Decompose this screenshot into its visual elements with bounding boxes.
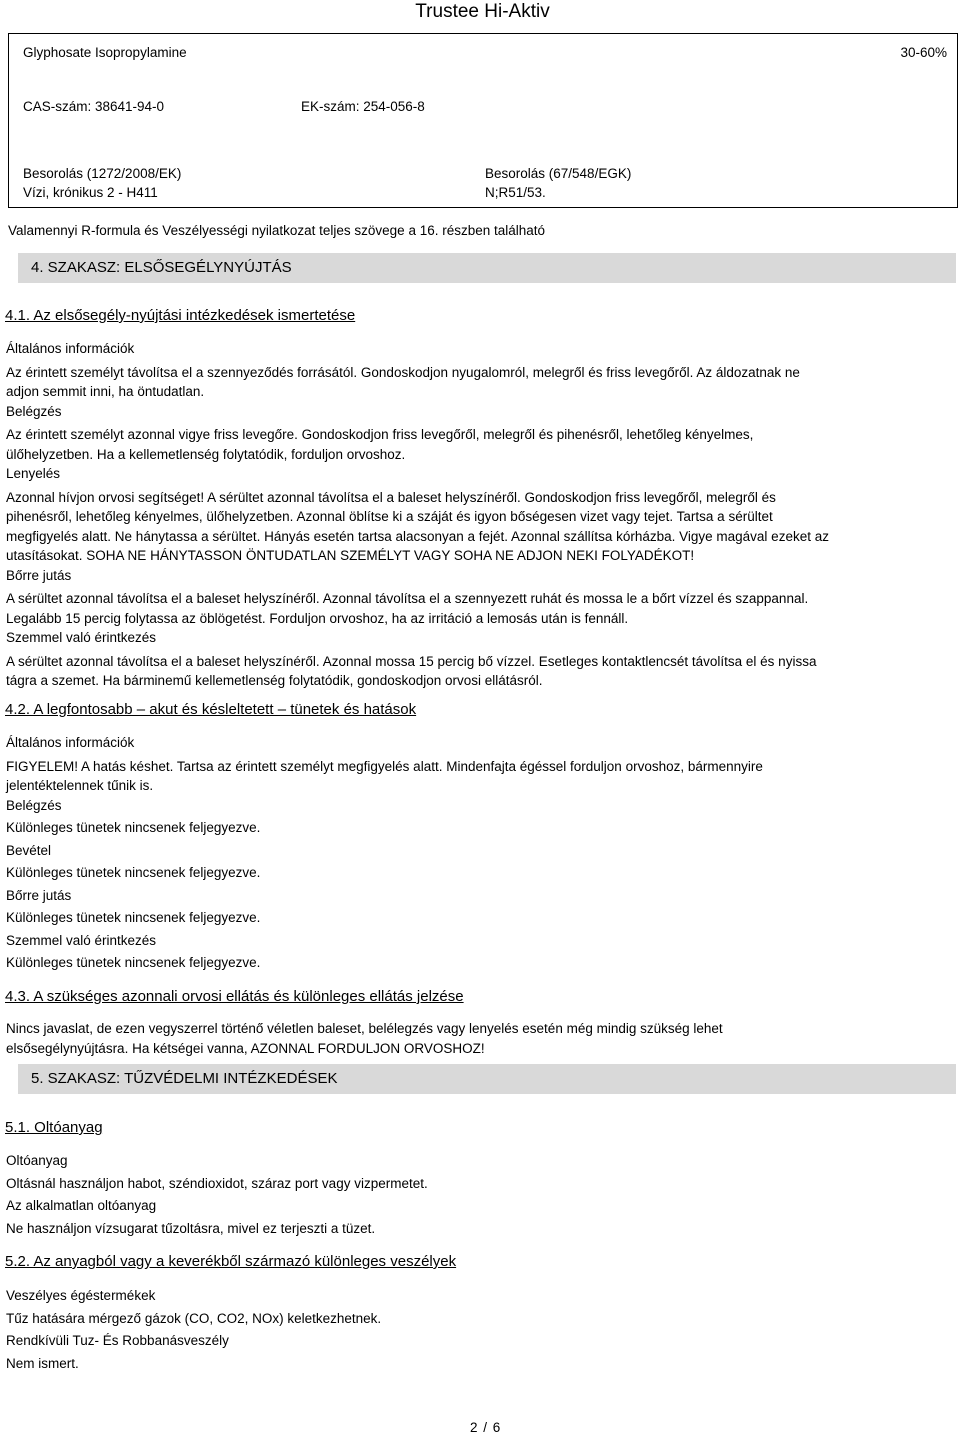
text-line: ülőhelyzetben. Ha a kellemetlenség folytatódik, forduljon orvoshoz. [6,446,406,462]
text-line: Különleges tünetek nincsenek feljegyezve. [6,910,261,925]
section-5-heading: 5. SZAKASZ: TŰZVÉDELMI INTÉZKEDÉSEK [18,1064,956,1094]
document-title: Trustee Hi-Aktiv [415,1,550,22]
text-line: Tűz hatására mérgező gázok (CO, CO2, NOx) keletkezhetnek. [6,1310,382,1326]
text-line: Különleges tünetek nincsenek feljegyezve. [6,820,261,835]
text-line: Oltásnál használjon habot, széndioxidot, száraz port vagy vizpermetet. [6,1175,428,1191]
text-line: Szemmel való érintkezés [6,630,157,645]
text-line: jelentéktelennek tűnik is. [6,778,154,793]
text-line: A sérültet azonnal távolítsa el a baleset helyszínéről. Azonnal mossa 15 percig bő vízzel. Esetleges kontaktlencsét távolítsa el és nyissa [6,653,817,669]
ec-number: EK-szám: 254-056-8 [301,99,425,114]
text-line: Nem ismert. [6,1355,79,1371]
subsection-5-1-title: 5.1. Oltóanyag [5,1119,103,1136]
subsection-5-1-body [6,1151,906,1238]
text-line: Belégzés [6,403,62,419]
text-line: Rendkívüli Tuz- És Robbanásveszély [6,1333,229,1348]
subsection-4-2-body [6,733,906,973]
text-line: Azonnal hívjon orvosi segítséget! A sérültet azonnal távolítsa el a baleset helyszínéről. Gondoskodjon friss levegőről, melegről és [6,489,776,505]
text-line: Az alkalmatlan oltóanyag [6,1198,157,1213]
subsection-4-1-title: 4.1. Az elsősegély-nyújtási intézkedések ismertetése [5,307,356,324]
text-line: Különleges tünetek nincsenek feljegyezve. [6,955,261,970]
r-phrase-note: Valamennyi R-formula és Veszélyességi nyilatkozat teljes szövege a 16. részben található [8,223,546,238]
page-number: 2 / 6 [470,1420,502,1435]
subsection-5-2-body [6,1286,906,1373]
dsd-classification-value: N;R51/53. [485,185,546,200]
clp-classification-heading: Besorolás (1272/2008/EK) [23,166,182,181]
text-line: FIGYELEM! A hatás késhet. Tartsa az érintett személyt megfigyelés alatt. Mindenfajta égéssel forduljon orvoshoz, bármennyire [6,758,763,774]
subsection-4-3-title: 4.3. A szükséges azonnali orvosi ellátás és különleges ellátás jelzése [5,988,464,1005]
subsection-5-2-title: 5.2. Az anyagból vagy a keverékből származó különleges veszélyek [5,1253,457,1270]
text-line: utasításokat. SOHA NE HÁNYTASSON ÖNTUDATLAN SZEMÉLYT VAGY SOHA NE ADJON NEKI FOLYADÉKOT! [6,548,695,563]
text-line: Veszélyes égéstermékek [6,1288,156,1303]
text-line: Ne használjon vízsugarat tűzoltásra, mivel ez terjeszti a tüzet. [6,1220,376,1236]
text-line: Oltóanyag [6,1153,68,1168]
subsection-4-2-title: 4.2. A legfontosabb – akut és késleltetett – tünetek és hatások [5,701,417,718]
text-line: Különleges tünetek nincsenek feljegyezve. [6,865,261,880]
text-line: Bőrre jutás [6,887,72,903]
text-line: megfigyelés alatt. Ne hánytassa a sérültet. Hányás esetén tartsa alacsonyan a fejét. Azonnal szállítsa kórházba. Vigye magával ezeket az [6,528,829,544]
text-line: Az érintett személyt távolítsa el a szennyeződés forrásától. Gondoskodjon nyugalomról, melegről és friss levegőről. Az áldozatnak ne [6,364,800,380]
ingredient-name: Glyphosate Isopropylamine [23,45,187,60]
subsection-4-3-body [6,1019,906,1058]
text-line: Általános információk [6,735,135,750]
text-line: Bevétel [6,842,52,858]
text-line: Általános információk [6,341,135,356]
text-line: elsősegélynyújtásra. Ha kétségei vanna, AZONNAL FORDULJON ORVOSHOZ! [6,1040,485,1056]
text-line: A sérültet azonnal távolítsa el a baleset helyszínéről. Azonnal távolítsa el a szennyezett ruhát és mossa le a bőrt vízzel és szappannal. [6,591,809,606]
dsd-classification-heading: Besorolás (67/548/EGK) [485,166,632,181]
text-line: Belégzés [6,797,62,813]
ingredient-box [8,33,958,208]
subsection-4-1-body [6,339,906,691]
section-4-heading: 4. SZAKASZ: ELSŐSEGÉLYNYÚJTÁS [18,253,956,283]
text-line: Legalább 15 percig folytassa az öblögetést. Forduljon orvoshoz, ha az irritáció a lemosás után is fennáll. [6,610,629,626]
text-line: pihenésről, lehetőleg kényelmes, ülőhelyzetben. Azonnal öblítse ki a száját és igyon bőségesen vizet vagy tejet. Tartsa a sérültet [6,509,773,524]
text-line: Bőrre jutás [6,567,72,583]
text-line: tágra a szemet. Ha bárminemű kellemetlenség folytatódik, gondoskodjon orvosi ellátásról. [6,673,543,688]
text-line: adjon semmit inni, ha öntudatlan. [6,384,205,399]
cas-number: CAS-szám: 38641-94-0 [23,99,165,114]
text-line: Lenyelés [6,466,61,481]
ingredient-concentration: 30-60% [900,45,947,60]
text-line: Az érintett személyt azonnal vigye friss levegőre. Gondoskodjon friss levegőről, melegről és pihenésről, lehetőleg kényelmes, [6,427,754,442]
clp-classification-value: Vízi, krónikus 2 - H411 [23,185,158,200]
text-line: Nincs javaslat, de ezen vegyszerrel történő véletlen baleset, belélegzés vagy lenyelés esetén még mindig szükség lehet [6,1021,723,1036]
text-line: Szemmel való érintkezés [6,932,157,948]
